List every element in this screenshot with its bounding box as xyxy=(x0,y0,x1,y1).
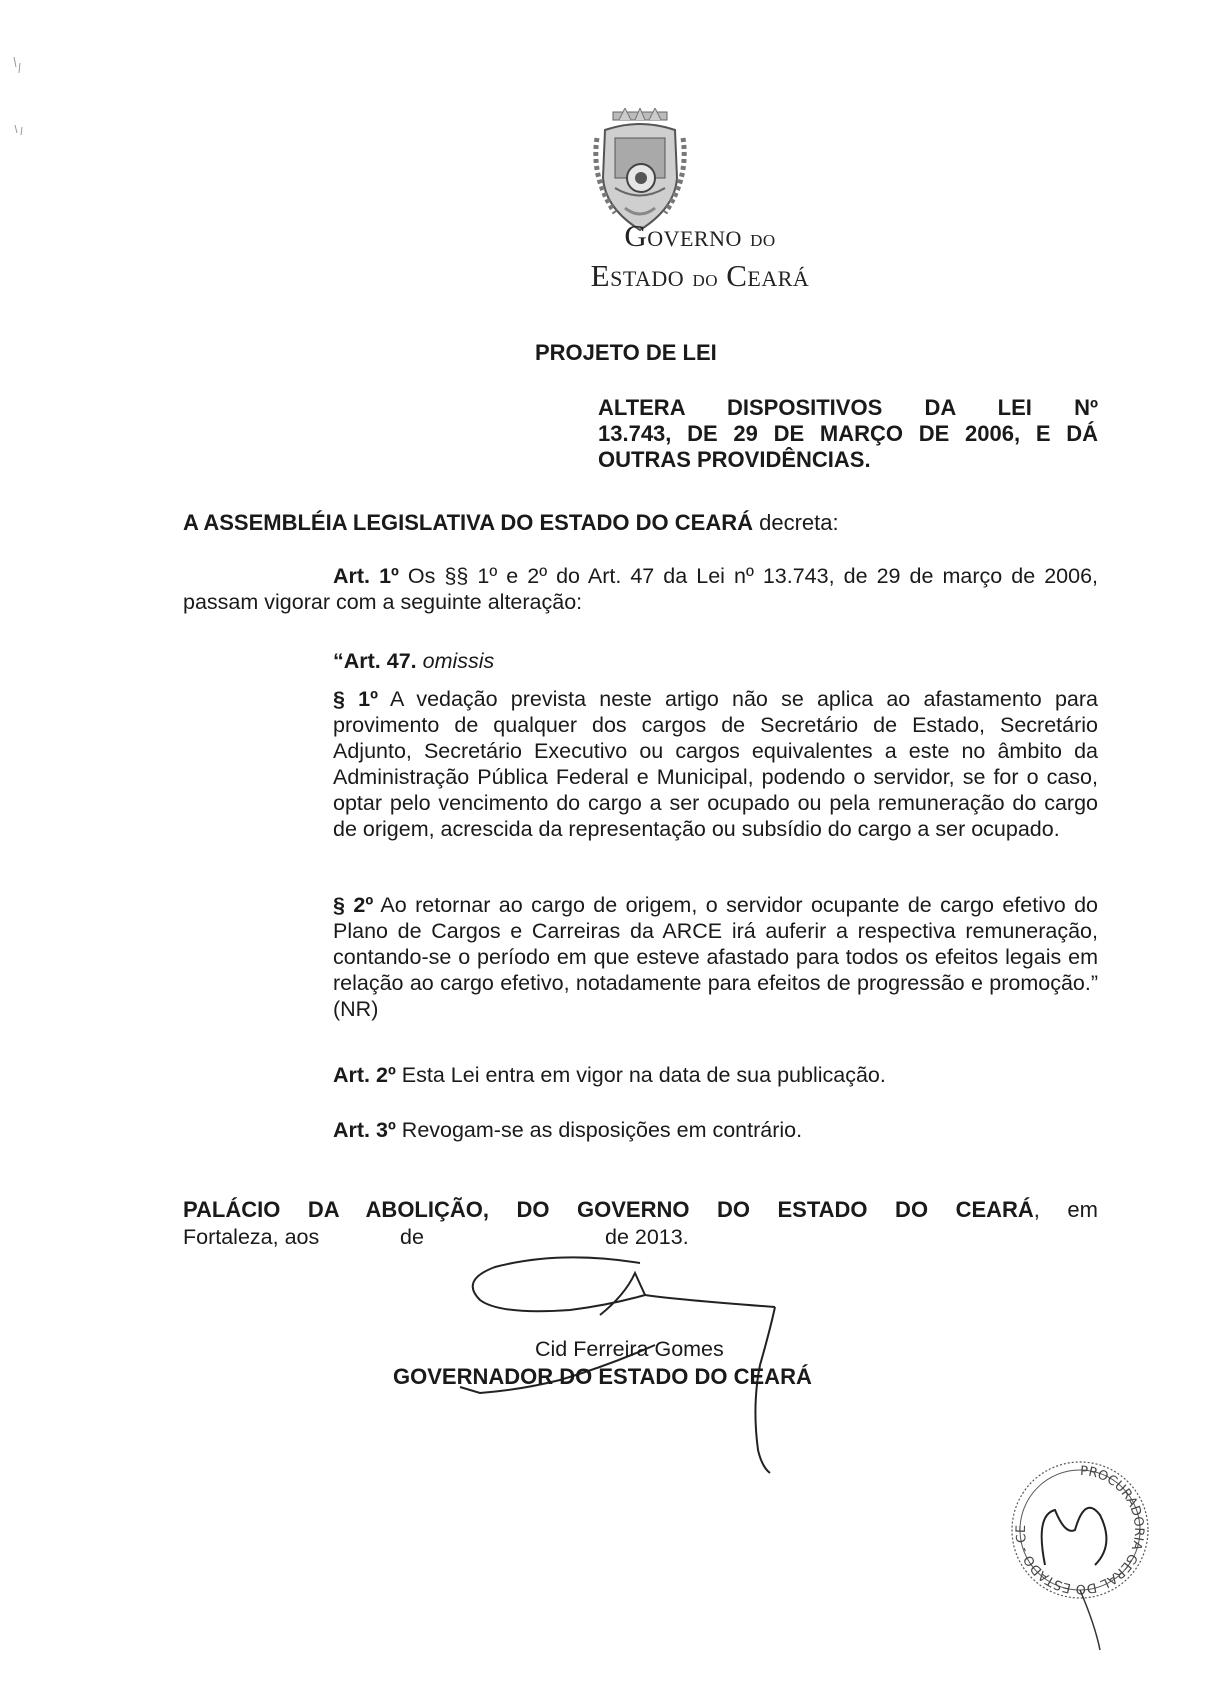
article-1-text: Os §§ 1º e 2º do Art. 47 da Lei nº 13.743, de 29 de março de 2006, passam vigorar com a seguinte alteração: xyxy=(183,564,1099,614)
paragraph-1 xyxy=(333,686,1098,842)
quoted-article-omissis: omissis xyxy=(416,649,495,673)
signatory-role: GOVERNADOR DO ESTADO DO CEARÁ xyxy=(393,1364,812,1389)
paragraph-1-text: A vedação prevista neste artigo não se aplica ao afastamento para provimento de qualquer dos cargos de Secretário de Estado, Secretário Adjunto, Secretário Executivo ou cargos equivalentes a este no âmbito da Administração Pública Federal e Municipal, podendo o servidor, se for o caso, optar pelo vencimento do cargo a ser ocupado ou pela remuneração do cargo de origem, acrescida da representação ou subsídio do cargo a ser ocupado. xyxy=(333,687,1098,841)
paragraph-2 xyxy=(333,892,1098,1022)
paragraph-1-label: § 1º xyxy=(333,687,378,711)
closing-palace xyxy=(183,1197,1098,1223)
quoted-article-47 xyxy=(333,648,1098,674)
closing-year: de 2013. xyxy=(605,1225,689,1249)
article-2-text: Esta Lei entra em vigor na data de sua publicação. xyxy=(395,1063,886,1087)
header-estado-word: Estado xyxy=(590,258,685,293)
ementa-line-3: OUTRAS PROVIDÊNCIAS. xyxy=(598,447,871,472)
closing-palace-bold: PALÁCIO DA ABOLIÇÃO, DO GOVERNO DO ESTADO DO CEARÁ xyxy=(183,1197,1034,1222)
svg-text:PROCURADORIA GERAL DO ESTADO - xyxy=(1014,1464,1146,1596)
ementa xyxy=(598,395,1098,473)
closing-palace-rest: , em xyxy=(1033,1197,1098,1222)
enacting-clause-bold: A ASSEMBLÉIA LEGISLATIVA DO ESTADO DO CEARÁ xyxy=(183,510,753,535)
closing-de: de xyxy=(400,1225,424,1249)
closing-date-line xyxy=(0,1225,1215,1255)
stamp-text: PROCURADORIA GERAL DO ESTADO - CE xyxy=(1013,1463,1147,1597)
paragraph-2-text: Ao retornar ao cargo de origem, o servidor ocupante de cargo efetivo do Plano de Cargos e Carreiras da ARCE irá auferir a respectiva remuneração, contando-se o período em que esteve afastado para todos os efeitos legais em relação ao cargo efetivo, notadamente para efeitos de progressão e promoção.” (NR) xyxy=(333,893,1098,1021)
quoted-article-label: “Art. 47. xyxy=(333,649,417,673)
ementa-line-2: 13.743, DE 29 DE MARÇO DE 2006, E DÁ xyxy=(598,421,1098,446)
header-do-word: do xyxy=(750,226,776,252)
closing-fortaleza: Fortaleza, aos xyxy=(183,1225,320,1249)
article-3-text: Revogam-se as disposições em contrário. xyxy=(395,1118,803,1142)
article-1-label: Art. 1º xyxy=(333,564,399,588)
header-governo xyxy=(0,218,1215,254)
article-2-label: Art. 2º xyxy=(333,1063,396,1087)
header-governo-word: Governo xyxy=(624,218,742,253)
document-title: PROJETO DE LEI xyxy=(535,340,717,365)
article-2 xyxy=(333,1062,886,1088)
enacting-clause-rest: decreta: xyxy=(752,510,839,535)
scan-edge-marks xyxy=(10,55,30,175)
article-3 xyxy=(333,1117,802,1143)
header-ceara-word: Ceará xyxy=(726,258,810,293)
coat-of-arms-icon xyxy=(585,108,695,233)
article-3-label: Art. 3º xyxy=(333,1118,396,1142)
header-do2-word: do xyxy=(692,266,718,292)
article-1 xyxy=(183,563,1098,615)
header-estado xyxy=(0,258,1215,294)
paragraph-2-label: § 2º xyxy=(333,893,374,917)
ementa-line-1: ALTERA DISPOSITIVOS DA LEI Nº xyxy=(598,395,1098,420)
enacting-clause xyxy=(183,510,839,536)
procuradoria-stamp xyxy=(1005,1455,1155,1655)
signatory-name: Cid Ferreira Gomes xyxy=(535,1337,724,1361)
